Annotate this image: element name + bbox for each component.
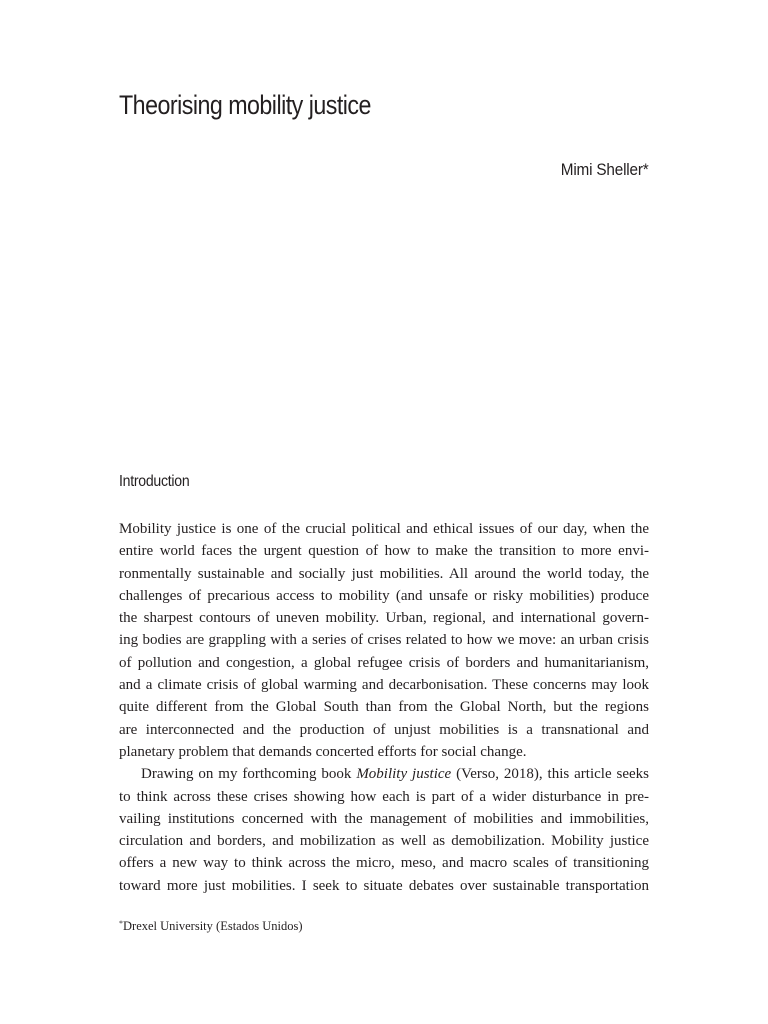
footnote-text: Drexel University (Estados Unidos) <box>123 919 303 933</box>
text-run: Drawing on my forthcoming book <box>141 766 357 783</box>
text-line: quite different from the Global South than from the Global North, but the regions <box>119 699 649 716</box>
text-line: offers a new way to think across the micro, meso, and macro scales of transitioning <box>119 855 649 872</box>
book-title: Mobility justice <box>356 766 452 783</box>
article-title: Theorising mobility justice <box>119 90 371 120</box>
text-line: vailing institutions concerned with the management of mobilities and immobilities, <box>119 810 649 827</box>
author-name: Mimi Sheller* <box>561 160 649 179</box>
paragraph-first-line <box>119 763 649 785</box>
text-run: (Verso, 2018), this article seeks <box>451 766 649 783</box>
body-text <box>119 518 649 897</box>
text-line: toward more just mobilities. I seek to situate debates over sustainable transportation <box>119 877 649 894</box>
text-line: planetary problem that demands concerted efforts for social change. <box>119 743 527 760</box>
text-line: challenges of precarious access to mobility (and unsafe or risky mobilities) produce <box>119 587 649 604</box>
text-line: are interconnected and the production of unjust mobilities is a transnational and <box>119 721 649 738</box>
text-line: ronmentally sustainable and socially just mobilities. All around the world today, the <box>119 565 649 582</box>
section-heading-introduction: Introduction <box>119 473 190 490</box>
text-line: Mobility justice is one of the crucial political and ethical issues of our day, when the <box>119 521 649 537</box>
text-line: of pollution and congestion, a global refugee crisis of borders and humanitarianism, <box>119 654 649 671</box>
text-line: ing bodies are grappling with a series of crises related to how we move: an urban crisis <box>119 632 649 649</box>
text-line: to think across these crises showing how each is part of a wider disturbance in pre- <box>119 788 649 805</box>
footnote <box>119 919 302 934</box>
text-line: the sharpest contours of uneven mobility. Urban, regional, and international govern- <box>119 610 649 627</box>
text-line: entire world faces the urgent question of how to make the transition to more envi- <box>119 543 649 560</box>
text-line: circulation and borders, and mobilization as well as demobilization. Mobility justice <box>119 833 649 850</box>
footnote-marker: * <box>119 919 123 928</box>
text-line: and a climate crisis of global warming and decarbonisation. These concerns may look <box>119 677 649 694</box>
